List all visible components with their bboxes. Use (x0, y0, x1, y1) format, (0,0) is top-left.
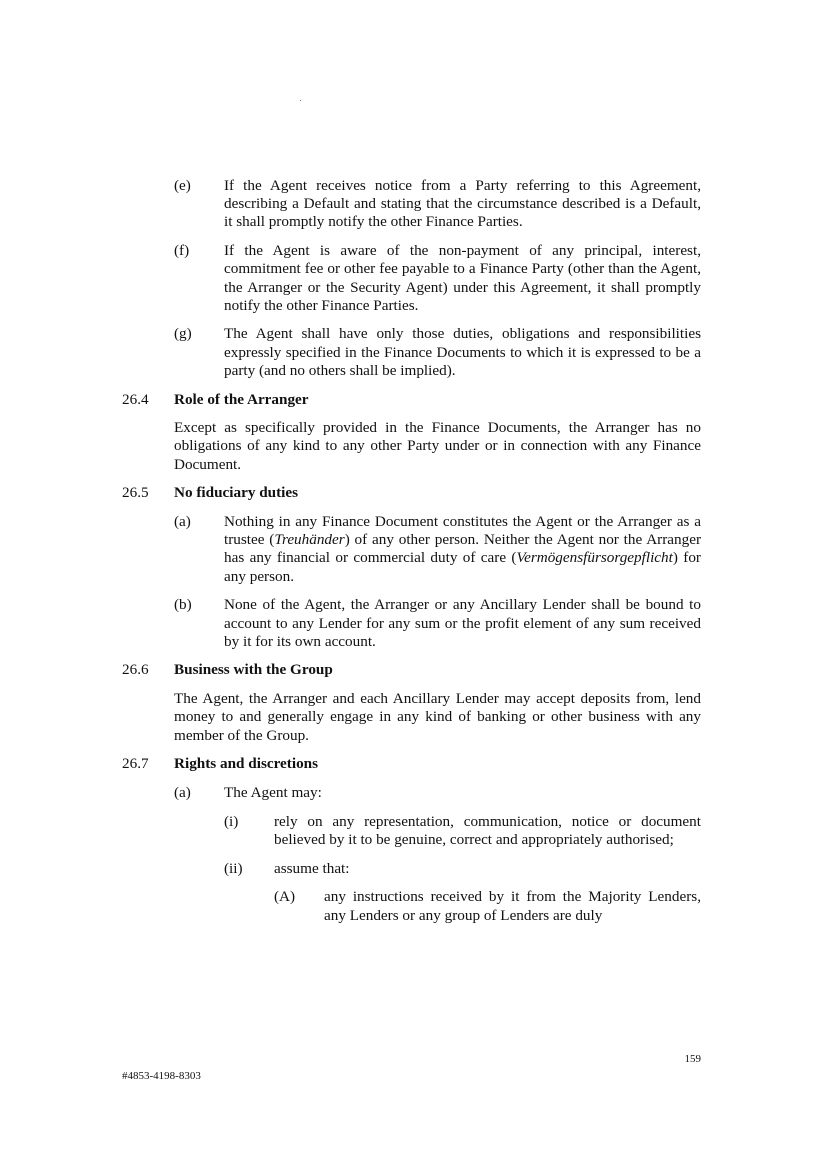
section-heading-26-7 (122, 755, 701, 773)
section-number: 26.4 (122, 390, 149, 408)
clause-26-7-a-ii-A (274, 888, 701, 924)
clause-26-7-a-i (224, 813, 701, 849)
clause-label: (e) (174, 177, 191, 194)
section-title: Rights and discretions (174, 755, 319, 773)
clause-26-5-a (174, 513, 701, 586)
clause-label: (a) (174, 513, 191, 531)
section-heading-26-4 (122, 391, 701, 409)
section-title: Role of the Arranger (174, 390, 309, 408)
section-number: 26.6 (122, 661, 149, 679)
german-term-treuhander: Treuhänder (274, 531, 345, 549)
clause-text: If the Agent receives notice from a Party referring to this Agreement, describing a Default and stating that the circumstance described is a Default, it shall promptly notify the other Finance Parties. (224, 177, 701, 231)
section-number: 26.5 (122, 484, 149, 502)
clause-label: (ii) (224, 859, 243, 877)
clause-text: The Agent shall have only those duties, obligations and responsibilities expressly specified in the Finance Documents to which it is expressed to be a party (and no others shall be implied). (224, 325, 701, 379)
clause-text: rely on any representation, communication, notice or document believed by it to be genuine, correct and appropriately authorised; (274, 812, 701, 848)
section-heading-26-6 (122, 661, 701, 679)
clause-g (174, 325, 701, 380)
speck-mark (300, 100, 301, 101)
clause-label: (b) (174, 596, 192, 614)
clause-text: The Agent may: (224, 783, 322, 801)
clause-label: (i) (224, 812, 239, 830)
page-number: 159 (684, 1053, 701, 1065)
clause-26-5-b (174, 596, 701, 651)
clause-label: (g) (174, 325, 192, 343)
clause-label: (A) (274, 888, 296, 906)
clause-label: (a) (174, 783, 191, 801)
clause-26-7-a (174, 784, 701, 802)
clause-text: Nothing in any Finance Document constitutes the Agent or the Arranger as a trustee (Treuhänder) of any other person. Neither the Agent nor the Arranger has any financial or commercial duty of care (Vermögensfürsorgepflicht) for any person. (224, 513, 701, 585)
section-paragraph: Except as specifically provided in the Finance Documents, the Arranger has no obligations of any kind to any other Party under or in connection with any Finance Document. (174, 419, 701, 473)
clause-26-7-a-ii (224, 860, 701, 878)
clause-e (174, 177, 701, 232)
clause-text: None of the Agent, the Arranger or any Ancillary Lender shall be bound to account to any Lender for any sum or the profit element of any sum received by it for its own account. (224, 596, 701, 650)
section-heading-26-5 (122, 484, 701, 502)
german-term-vermogensfursorgepflicht: Vermögensfürsorgepflicht (516, 549, 673, 567)
clause-text: any instructions received by it from the Majority Lenders, any Lenders or any group of Lenders are duly (324, 888, 701, 924)
section-title: No fiduciary duties (174, 484, 299, 502)
clause-label: (f) (174, 242, 190, 260)
clause-f (174, 242, 701, 315)
document-body (122, 177, 701, 925)
section-paragraph: The Agent, the Arranger and each Ancillary Lender may accept deposits from, lend money to and generally engage in any kind of banking or other business with any member of the Group. (174, 690, 701, 744)
clause-text: If the Agent is aware of the non-payment of any principal, interest, commitment fee or other fee payable to a Finance Party (other than the Agent, the Arranger or the Security Agent) under this Agreement, it shall promptly notify the other Finance Parties. (224, 242, 701, 314)
section-title: Business with the Group (174, 661, 333, 679)
document-reference: #4853-4198-8303 (122, 1070, 201, 1082)
section-number: 26.7 (122, 755, 149, 773)
clause-text: assume that: (274, 859, 350, 877)
